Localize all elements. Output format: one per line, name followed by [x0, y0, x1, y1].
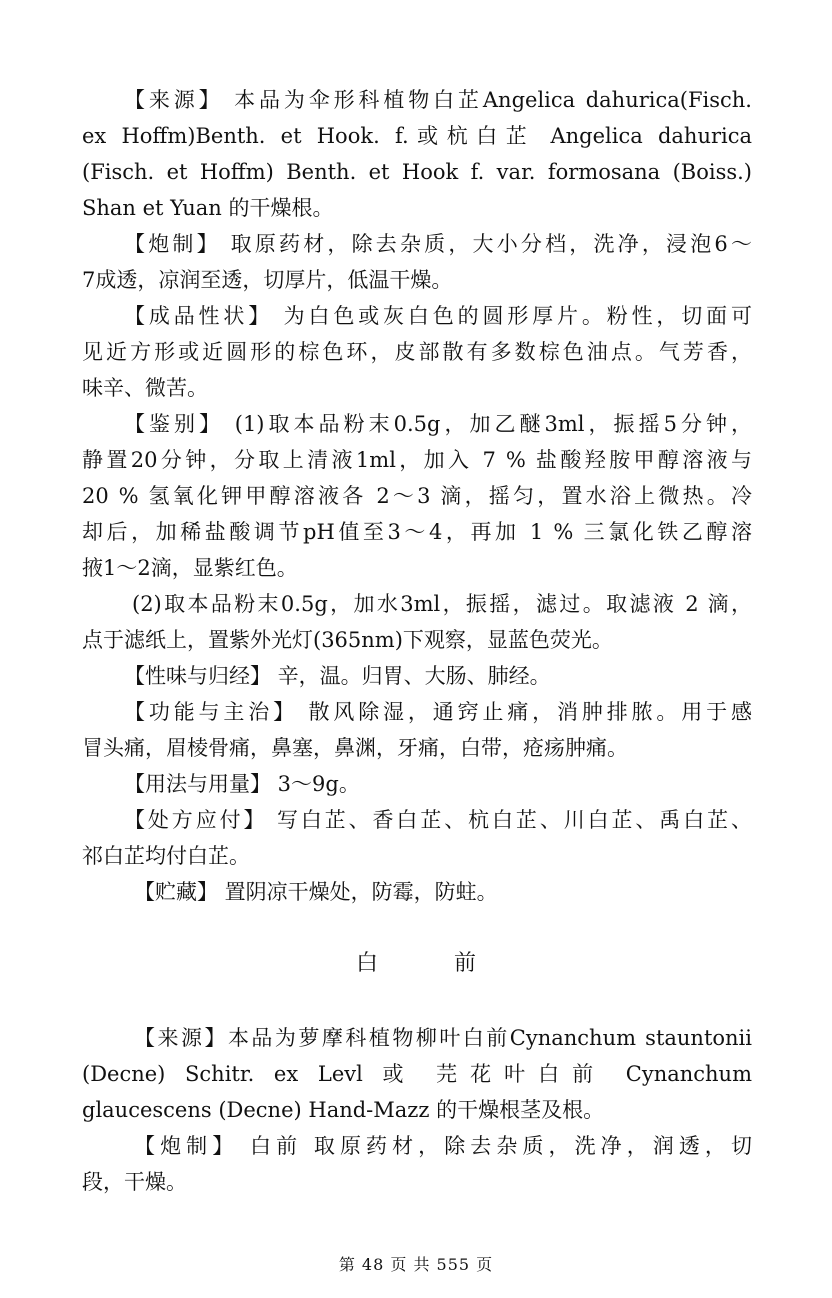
text-line: 【鉴别】 (1)取本品粉末0.5g，加乙醚3ml，振摇5分钟， [124, 412, 752, 436]
page-footer: 第 48 页 共 555 页 [338, 1255, 494, 1274]
text-line: 【炮制】 取原药材，除去杂质，大小分档，洗净，浸泡6～ [124, 232, 752, 256]
text-line: 掖1～2滴，显紫红色。 [82, 556, 298, 580]
text-line: 见近方形或近圆形的棕色环，皮部散有多数棕色油点。气芳香， [82, 340, 752, 364]
text-line: 点于滤纸上，置紫外光灯(365nm)下观察，显蓝色荧光。 [82, 628, 613, 652]
text-line: 【来源】 本品为伞形科植物白芷Angelica dahurica(Fisch. [124, 88, 752, 112]
text-line: ex Hoffm)Benth. et Hook. f.或杭白芷 Angelica dahurica [82, 124, 752, 148]
text-line: 味辛、微苦。 [82, 376, 208, 400]
text-line: 【性味与归经】 辛，温。归胃、大肠、肺经。 [124, 664, 551, 688]
page-body [82, 82, 752, 910]
entry-baiqian [82, 1020, 752, 1200]
section-title-char: 白 [355, 951, 378, 976]
text-line: 冒头痛，眉棱骨痛，鼻塞，鼻渊，牙痛，白带，疮疡肿痛。 [82, 736, 628, 760]
text-line: 【处方应付】 写白芷、香白芷、杭白芷、川白芷、禹白芷、 [124, 808, 752, 832]
text-line: 7成透，凉润至透，切厚片，低温干燥。 [82, 268, 453, 292]
text-line: Shan et Yuan 的干燥根。 [82, 196, 334, 220]
text-line: 【贮藏】 置阴凉干燥处，防霉，防蛀。 [134, 880, 498, 904]
text-line: glaucescens (Decne) Hand-Mazz 的干燥根茎及根。 [82, 1098, 605, 1122]
section-title [0, 946, 832, 982]
text-line: 祁白芷均付白芷。 [82, 844, 250, 868]
text-line: (Decne) Schitr. ex Levl 或 芫花叶白前 Cynanchum [82, 1062, 752, 1086]
text-line: 【炮制】 白前 取原药材，除去杂质，洗净，润透，切 [134, 1134, 752, 1158]
text-line: 20 % 氢氧化钾甲醇溶液各 2～3 滴，摇匀，置水浴上微热。冷 [82, 484, 752, 508]
section-title-char: 前 [454, 951, 477, 976]
text-line: 静置20分钟，分取上清液1ml，加入 7 % 盐酸羟胺甲醇溶液与 [82, 448, 752, 472]
entry-baizhi [82, 82, 752, 910]
text-line: 【用法与用量】 3～9g。 [124, 772, 360, 796]
text-line: 【成品性状】 为白色或灰白色的圆形厚片。粉性，切面可 [124, 304, 752, 328]
text-line: 段，干燥。 [82, 1170, 187, 1194]
text-line: 却后，加稀盐酸调节pH值至3～4，再加 1 % 三氯化铁乙醇溶 [82, 520, 752, 544]
text-line: 【来源】本品为萝摩科植物柳叶白前Cynanchum stauntonii [134, 1026, 752, 1050]
text-line: (Fisch. et Hoffm) Benth. et Hook f. var. formosana (Boiss.) [82, 160, 752, 184]
text-line: 【功能与主治】 散风除湿，通窍止痛，消肿排脓。用于感 [124, 700, 752, 724]
text-line: (2)取本品粉末0.5g，加水3ml，振摇，滤过。取滤液 2 滴， [132, 592, 752, 616]
